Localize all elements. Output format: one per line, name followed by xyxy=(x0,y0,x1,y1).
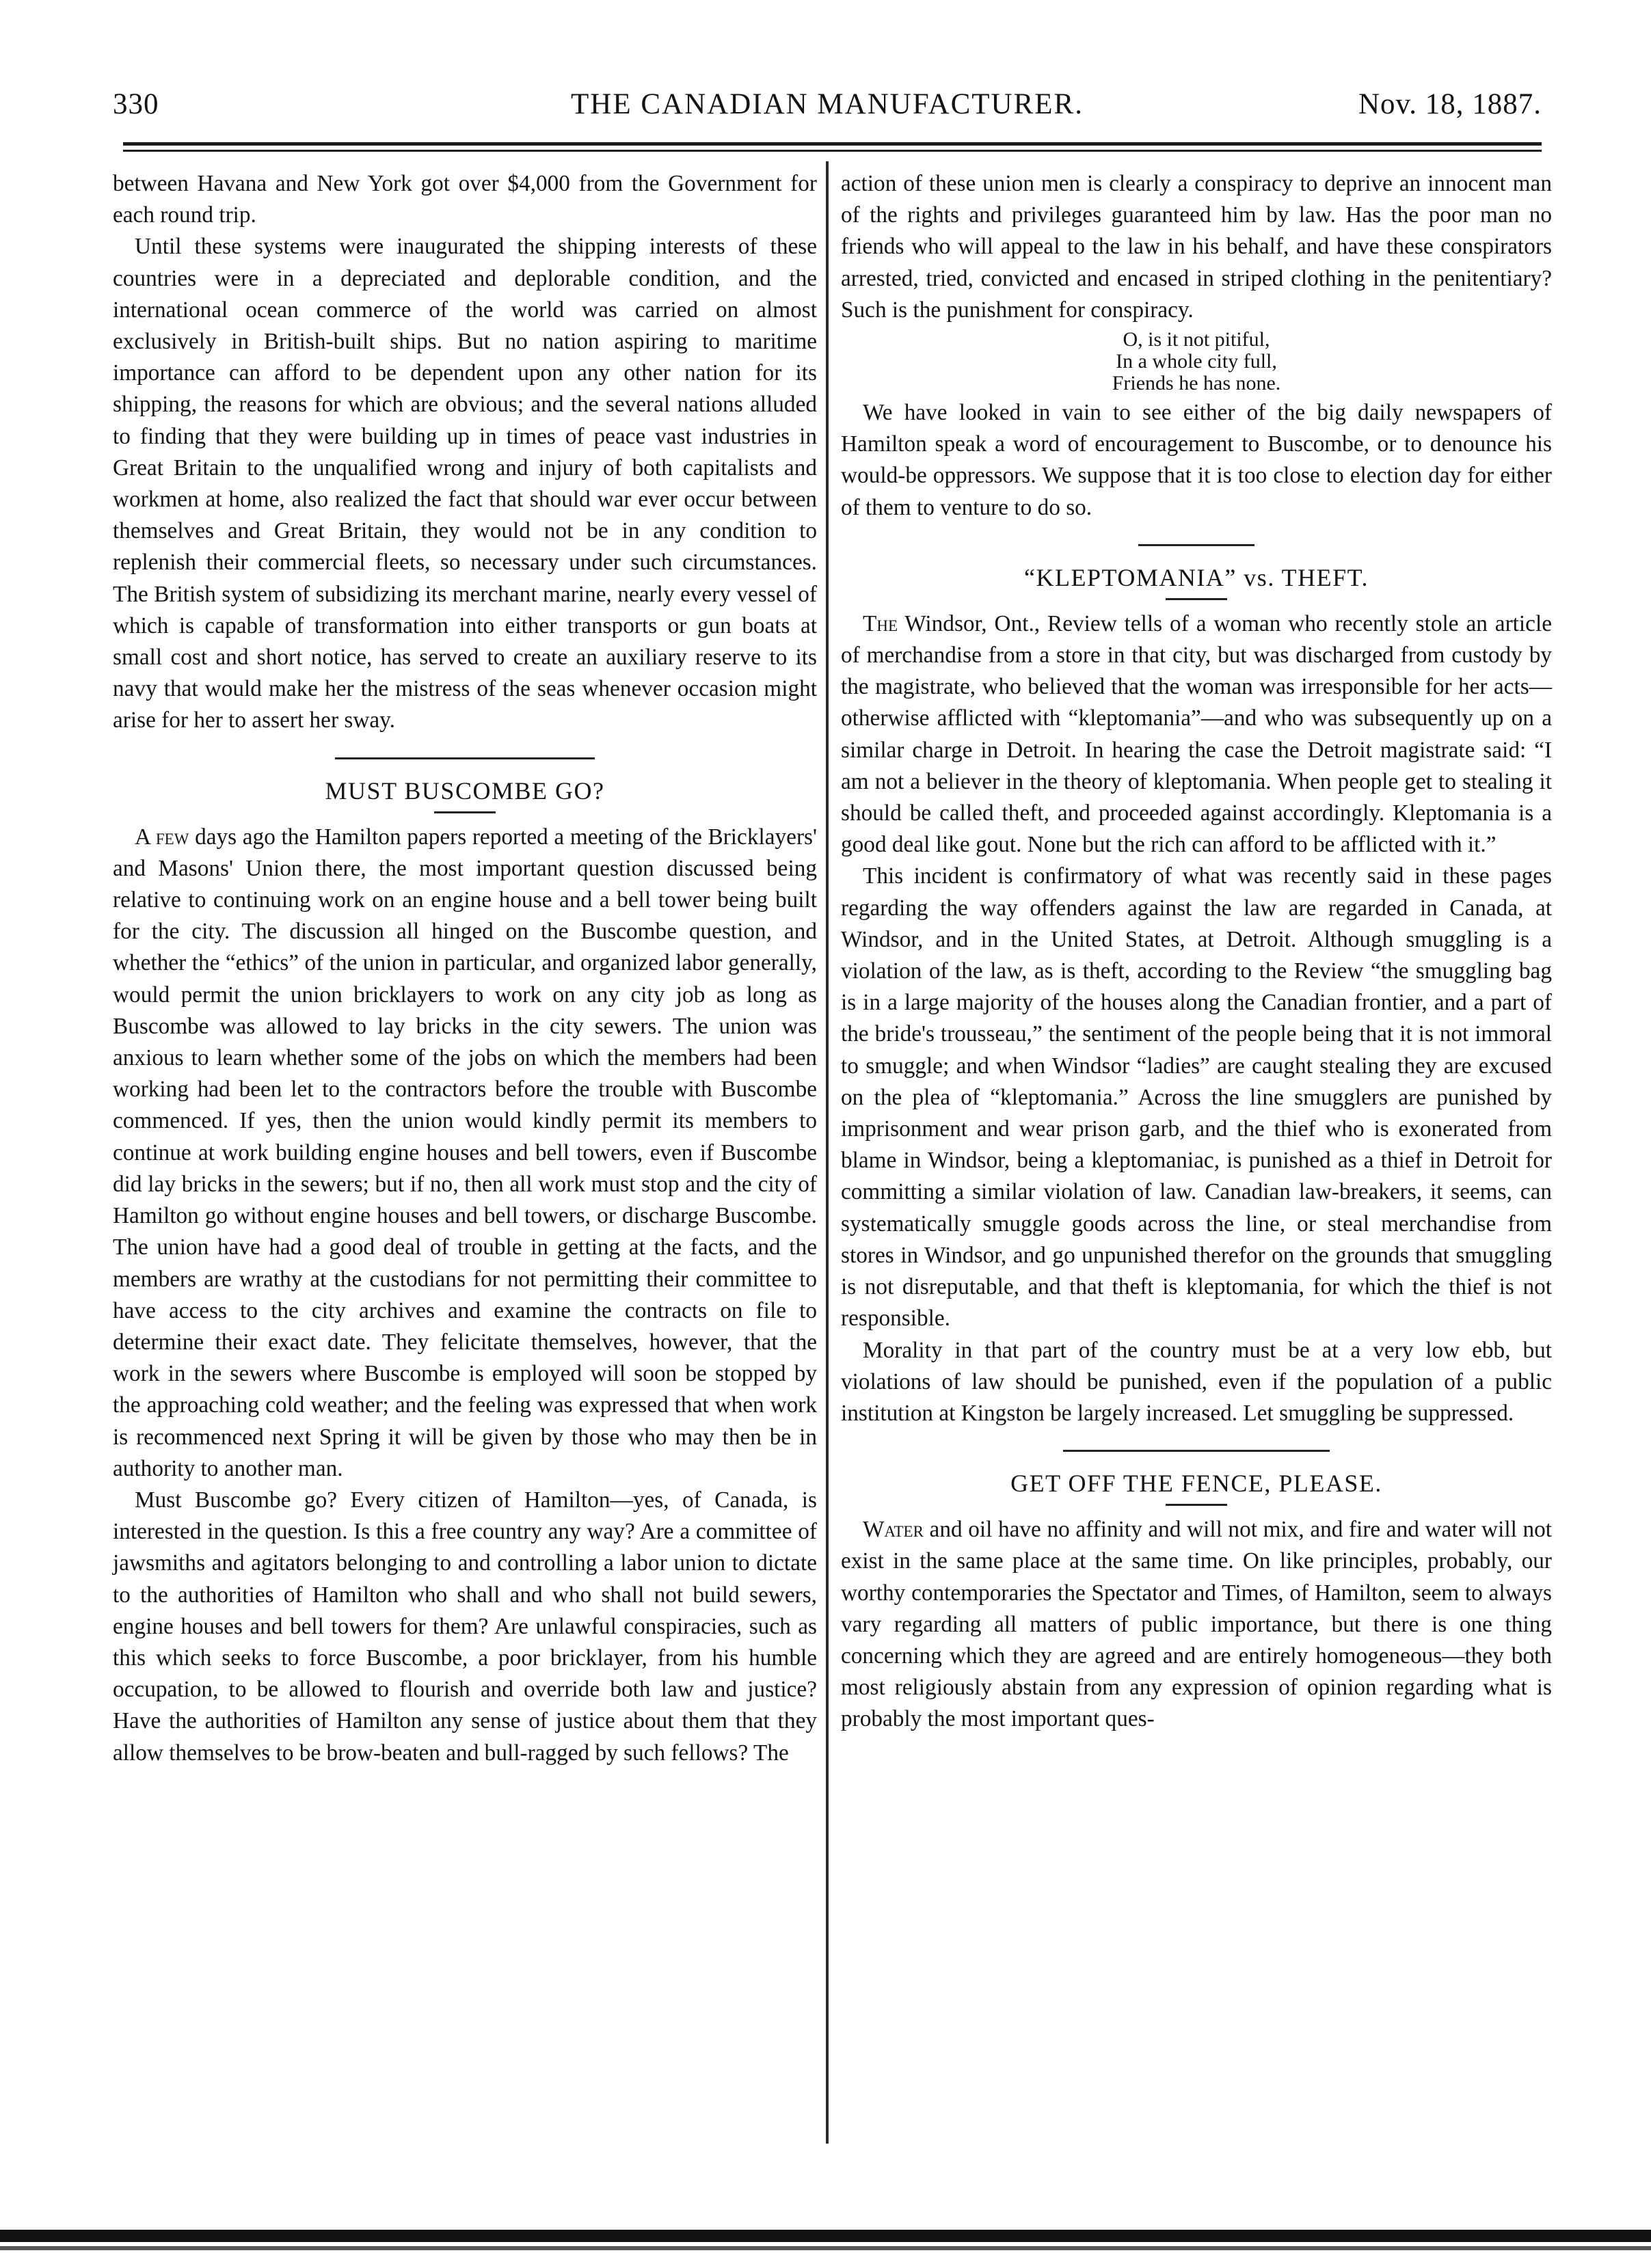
article-paragraph: Until these systems were inaugurated the shipping interests of these countries were in a depreciated and deplorable condition, and the international ocean commerce of the world was carried on almost exclusively in British-built ships. But no nation aspiring to maritime importance can afford to be dependent upon any other nation for its shipping, the reasons for which are obvious; and the several nations alluded to finding that they were building up in times of peace vast industries in Great Britain to the unqualified wrong and injury of both capitalists and workmen at home, also realized the fact that should war ever occur between themselves and Great Britain, they would not be in any condition to replenish their commercial fleets, so necessary under such circumstances. The British system of subsidizing its merchant marine, nearly every vessel of which is capable of transformation into either transports or gun boats at small cost and short notice, has served to create an auxiliary reserve to its navy that would make her the mistress of the seas whenever occasion might arise for her to assert her sway. xyxy=(113,234,817,733)
header-rule xyxy=(123,142,1542,146)
article-paragraph: We have looked in vain to see either of the big daily newspapers of Hamilton speak a word of encouragement to Buscombe, or to denounce his would-be oppressors. We suppose that it is too close to election day for either of them to venture to do so. xyxy=(841,400,1552,520)
heading-rule xyxy=(1166,598,1227,600)
paragraph-text: Windsor, Ont., Review tells of a woman who recently stole an article of merchandise from a store in that city, but was discharged from custody by the magistrate, who believed that the woman was irresponsible for her acts—otherwise afflicted with “kleptomania”—and who was subsequently up on a similar charge in Detroit. In hearing the case the Detroit magistrate said: “I am not a believer in the theory of kleptomania. When people get to stealing it should be called theft, and proceeded against accordingly. Kleptomania is a good deal like gout. None but the rich can afford to be afflicted with it.” xyxy=(841,610,1552,858)
article-heading-kleptomania: “KLEPTOMANIA” vs. THEFT. xyxy=(1024,563,1369,591)
poem-line: O, is it not pitiful, xyxy=(1123,328,1270,351)
section-separator xyxy=(1063,1450,1330,1452)
right-column xyxy=(841,168,1552,1736)
section-separator xyxy=(1138,544,1254,546)
poem-line: Friends he has none. xyxy=(1112,372,1281,395)
poem-line: In a whole city full, xyxy=(1116,350,1277,373)
article-paragraph: Morality in that part of the country must be at a very low ebb, but violations of law should be punished, even if the population of a public institution at Kingston be largely increased. Let smuggling be suppressed. xyxy=(841,1337,1552,1426)
lead-words: A few xyxy=(135,824,189,850)
article-paragraph: This incident is confirmatory of what was recently said in these pages regarding the way offenders against the law are regarded in Canada, at Windsor, and in the United States, at Detroit. Although smuggling is a violation of the law, as is theft, according to the Review “the smuggling bag is in a large majority of the houses along the Canadian frontier, and a part of the bride's trousseau,” the sentiment of the people being that it is not immoral to smuggle; and when Windsor “ladies” are caught stealing they are excused on the plea of “kleptomania.” Across the line smugglers are punished by imprisonment and wear prison garb, and the thief who is exonerated from blame in Windsor, being a kleptomaniac, is punished as a thief in Detroit for committing a similar violation of law. Canadian law-breakers, it seems, can systematically smuggle goods across the line, or steal merchandise from stores in Windsor, and go unpunished therefor on the grounds that smuggling is not disreputable, and that theft is kleptomania, for which the thief is not responsible. xyxy=(841,863,1552,1332)
lead-words: Water xyxy=(863,1517,924,1543)
article-paragraph: Must Buscombe go? Every citizen of Hamilton—yes, of Canada, is interested in the question. Is this a free country any way? Are a committee of jawsmiths and agitators belonging to and controlling a labor union to dictate to the authorities of Hamilton who shall and who shall not build sewers, engine houses and bell towers for them? Are unlawful conspiracies, such as this which seeks to force Buscombe, a poor bricklayer, from his humble occupation, to be allowed to flourish and override both law and justice? Have the authorities of Hamilton any sense of justice about them that they allow themselves to be brow-beaten and bull-ragged by such fellows? The xyxy=(113,1487,817,1766)
bottom-border-thin xyxy=(0,2246,1651,2250)
publication-title: THE CANADIAN MANUFACTURER. xyxy=(571,88,1084,120)
article-paragraph xyxy=(841,608,1552,861)
article-heading-buscombe: MUST BUSCOMBE GO? xyxy=(325,777,605,805)
section-separator xyxy=(335,757,595,759)
article-continuation-text: action of these union men is clearly a conspiracy to deprive an innocent man of the rights and privileges guaranteed him by law. Has the poor man no friends who will appeal to the law in his behalf, and have these conspirators arrested, tried, convicted and encased in striped clothing in the penitentiary? Such is the punishment for conspiracy. xyxy=(841,171,1552,323)
bottom-border xyxy=(0,2230,1651,2242)
column-divider xyxy=(826,161,829,2144)
article-paragraph xyxy=(113,822,817,1485)
article-continuation-text: between Havana and New York got over $4,000 from the Government for each round trip. xyxy=(113,171,817,228)
poem-quote xyxy=(841,329,1552,394)
article-heading-fence: GET OFF THE FENCE, PLEASE. xyxy=(1010,1470,1382,1498)
page-number: 330 xyxy=(113,88,159,120)
paragraph-text: days ago the Hamilton papers reported a meeting of the Bricklayers' and Masons' Union there, the most important question discussed being relative to continuing work on an engine house and a bell tower being built for the city. The discussion all hinged on the Buscombe question, and whether the “ethics” of the union in particular, and organized labor generally, would permit the union bricklayers to work on any city job as long as Buscombe was allowed to lay bricks in the city sewers. The union was anxious to learn whether some of the jobs on which the members had been working had been let to the contractors before the trouble with Buscombe commenced. If yes, then the union would kindly permit its members to continue at work building engine houses and bell towers, even if Buscombe did lay bricks in the sewers; but if no, then all work must stop and the city of Hamilton go without engine houses and bell towers, or discharge Buscombe. The union have had a good deal of trouble in getting at the facts, and the members are wrathy at the custodians for not permitting their committee to have access to the city archives and examine the contracts on file to determine their exact date. They felicitate themselves, however, that the work in the sewers where Buscombe is employed will soon be stopped by the approaching cold weather; and the feeling was expressed that when work is recommenced next Spring it will be given by those who may then be in authority to another man. xyxy=(113,824,817,1481)
heading-rule xyxy=(434,811,496,813)
page-header xyxy=(113,87,1542,129)
paragraph-text: and oil have no affinity and will not mix, and fire and water will not exist in the same place at the same time. On like principles, probably, our worthy contemporaries the Spectator and Times, of Hamilton, seem to always vary regarding all matters of public importance, but there is one thing concerning which they are agreed and are entirely homogeneous—they both most religiously abstain from any expression of opinion regarding what is probably the most important ques- xyxy=(841,1517,1552,1732)
issue-date: Nov. 18, 1887. xyxy=(1358,88,1542,120)
left-column xyxy=(113,168,817,1769)
lead-words: The xyxy=(863,610,898,636)
heading-rule xyxy=(1166,1504,1227,1506)
header-rule-thin xyxy=(123,150,1542,152)
article-paragraph xyxy=(841,1514,1552,1735)
